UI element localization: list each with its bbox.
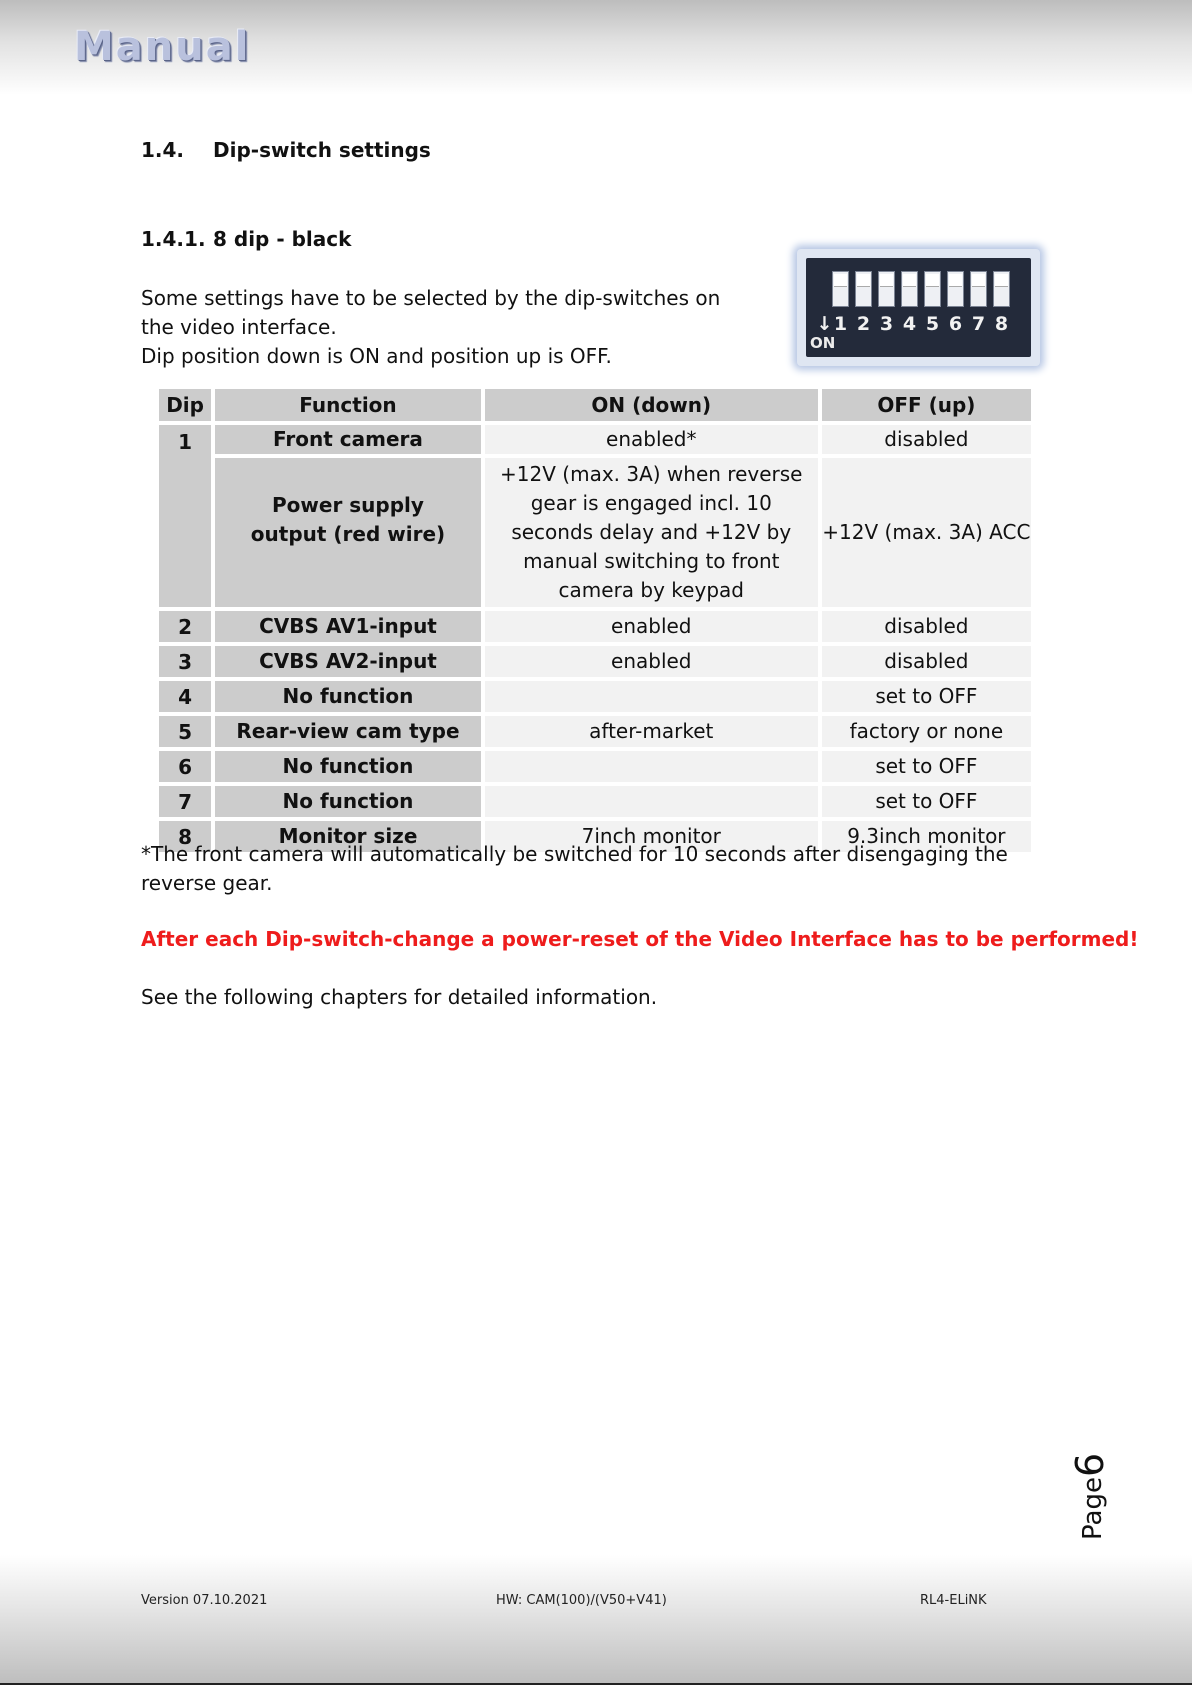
section-number: 1.4. bbox=[141, 138, 185, 162]
switch-number-3: 3 bbox=[879, 313, 894, 335]
on-cell: +12V (max. 3A) when reverse gear is engaged incl. 10 seconds delay and +12V by manual switching to front camera by keypad bbox=[485, 458, 818, 607]
on-cell: enabled bbox=[485, 646, 818, 677]
see-more-text: See the following chapters for detailed information. bbox=[141, 985, 658, 1009]
subsection-number: 1.4.1. bbox=[141, 227, 206, 251]
on-cell: 7inch monitor bbox=[485, 821, 818, 852]
off-cell: +12V (max. 3A) ACC bbox=[822, 458, 1031, 607]
subsection-heading bbox=[141, 227, 351, 251]
switch-number-7: 7 bbox=[971, 313, 986, 335]
intro-line-2: Dip position down is ON and position up is OFF. bbox=[141, 344, 612, 368]
table-row bbox=[159, 425, 1031, 454]
off-cell: disabled bbox=[822, 646, 1031, 677]
on-cell bbox=[485, 786, 818, 817]
function-cell: CVBS AV2-input bbox=[215, 646, 481, 677]
footer-band bbox=[0, 1555, 1192, 1685]
dip-number: 2 bbox=[159, 611, 211, 642]
switch-1 bbox=[832, 271, 849, 307]
footer-version: Version 07.10.2021 bbox=[141, 1593, 268, 1608]
table-row bbox=[159, 751, 1031, 782]
function-cell: Power supply output (red wire) bbox=[215, 458, 481, 607]
dip-switch-image bbox=[797, 249, 1040, 366]
function-cell: CVBS AV1-input bbox=[215, 611, 481, 642]
intro-text bbox=[141, 284, 741, 371]
off-cell: set to OFF bbox=[822, 751, 1031, 782]
switch-7 bbox=[970, 271, 987, 307]
switch-number-1: 1 bbox=[833, 313, 848, 335]
dip-settings-table bbox=[155, 385, 1035, 856]
table-row bbox=[159, 611, 1031, 642]
dip-number: 3 bbox=[159, 646, 211, 677]
switch-number-6: 6 bbox=[948, 313, 963, 335]
off-cell: disabled bbox=[822, 425, 1031, 454]
switch-number-5: 5 bbox=[925, 313, 940, 335]
switch-5 bbox=[924, 271, 941, 307]
page-number: 6 bbox=[1068, 1452, 1112, 1478]
page-label: Page bbox=[1078, 1477, 1108, 1540]
on-label: ON bbox=[810, 334, 836, 352]
dip-number: 4 bbox=[159, 681, 211, 712]
function-cell: Rear-view cam type bbox=[215, 716, 481, 747]
table-header-row bbox=[159, 389, 1031, 421]
switch-2 bbox=[855, 271, 872, 307]
off-cell: set to OFF bbox=[822, 786, 1031, 817]
header-off: OFF (up) bbox=[822, 389, 1031, 421]
switch-8 bbox=[993, 271, 1010, 307]
table-row bbox=[159, 681, 1031, 712]
on-cell bbox=[485, 681, 818, 712]
switch-number-4: 4 bbox=[902, 313, 917, 335]
header-dip: Dip bbox=[159, 389, 211, 421]
table-row bbox=[159, 646, 1031, 677]
subsection-title: 8 dip - black bbox=[213, 227, 352, 251]
switch-4 bbox=[901, 271, 918, 307]
reset-warning: After each Dip-switch-change a power-reset of the Video Interface has to be performed! bbox=[141, 927, 1139, 951]
function-cell: Front camera bbox=[215, 425, 481, 454]
footnote: *The front camera will automatically be switched for 10 seconds after disengaging the reverse gear. bbox=[141, 842, 1008, 895]
on-cell: after-market bbox=[485, 716, 818, 747]
function-cell: Monitor size bbox=[215, 821, 481, 852]
dip-number: 1 bbox=[159, 425, 211, 607]
dip-number: 7 bbox=[159, 786, 211, 817]
manual-logo: Manual bbox=[74, 24, 251, 70]
off-cell: set to OFF bbox=[822, 681, 1031, 712]
switch-number-2: 2 bbox=[856, 313, 871, 335]
function-cell: No function bbox=[215, 786, 481, 817]
footer-hardware: HW: CAM(100)/(V50+V41) bbox=[496, 1593, 667, 1608]
on-cell bbox=[485, 751, 818, 782]
header-on: ON (down) bbox=[485, 389, 818, 421]
table-row bbox=[159, 458, 1031, 607]
section-heading bbox=[141, 138, 431, 162]
header-function: Function bbox=[215, 389, 481, 421]
on-cell: enabled* bbox=[485, 425, 818, 454]
on-cell: enabled bbox=[485, 611, 818, 642]
intro-line-1: Some settings have to be selected by the dip-switches on the video interface. bbox=[141, 286, 721, 339]
off-cell: disabled bbox=[822, 611, 1031, 642]
dip-switch-body bbox=[806, 258, 1031, 357]
function-cell: No function bbox=[215, 751, 481, 782]
switch-number-8: 8 bbox=[994, 313, 1009, 335]
table-row bbox=[159, 786, 1031, 817]
off-cell: factory or none bbox=[822, 716, 1031, 747]
table-row bbox=[159, 716, 1031, 747]
dip-number: 8 bbox=[159, 821, 211, 852]
dip-number: 5 bbox=[159, 716, 211, 747]
off-cell: 9.3inch monitor bbox=[822, 821, 1031, 852]
dip-number: 6 bbox=[159, 751, 211, 782]
switch-3 bbox=[878, 271, 895, 307]
switch-6 bbox=[947, 271, 964, 307]
function-cell: No function bbox=[215, 681, 481, 712]
arrow-down-icon: ↓ bbox=[816, 313, 833, 335]
section-title: Dip-switch settings bbox=[213, 138, 431, 162]
footer-product: RL4-ELiNK bbox=[920, 1593, 987, 1608]
